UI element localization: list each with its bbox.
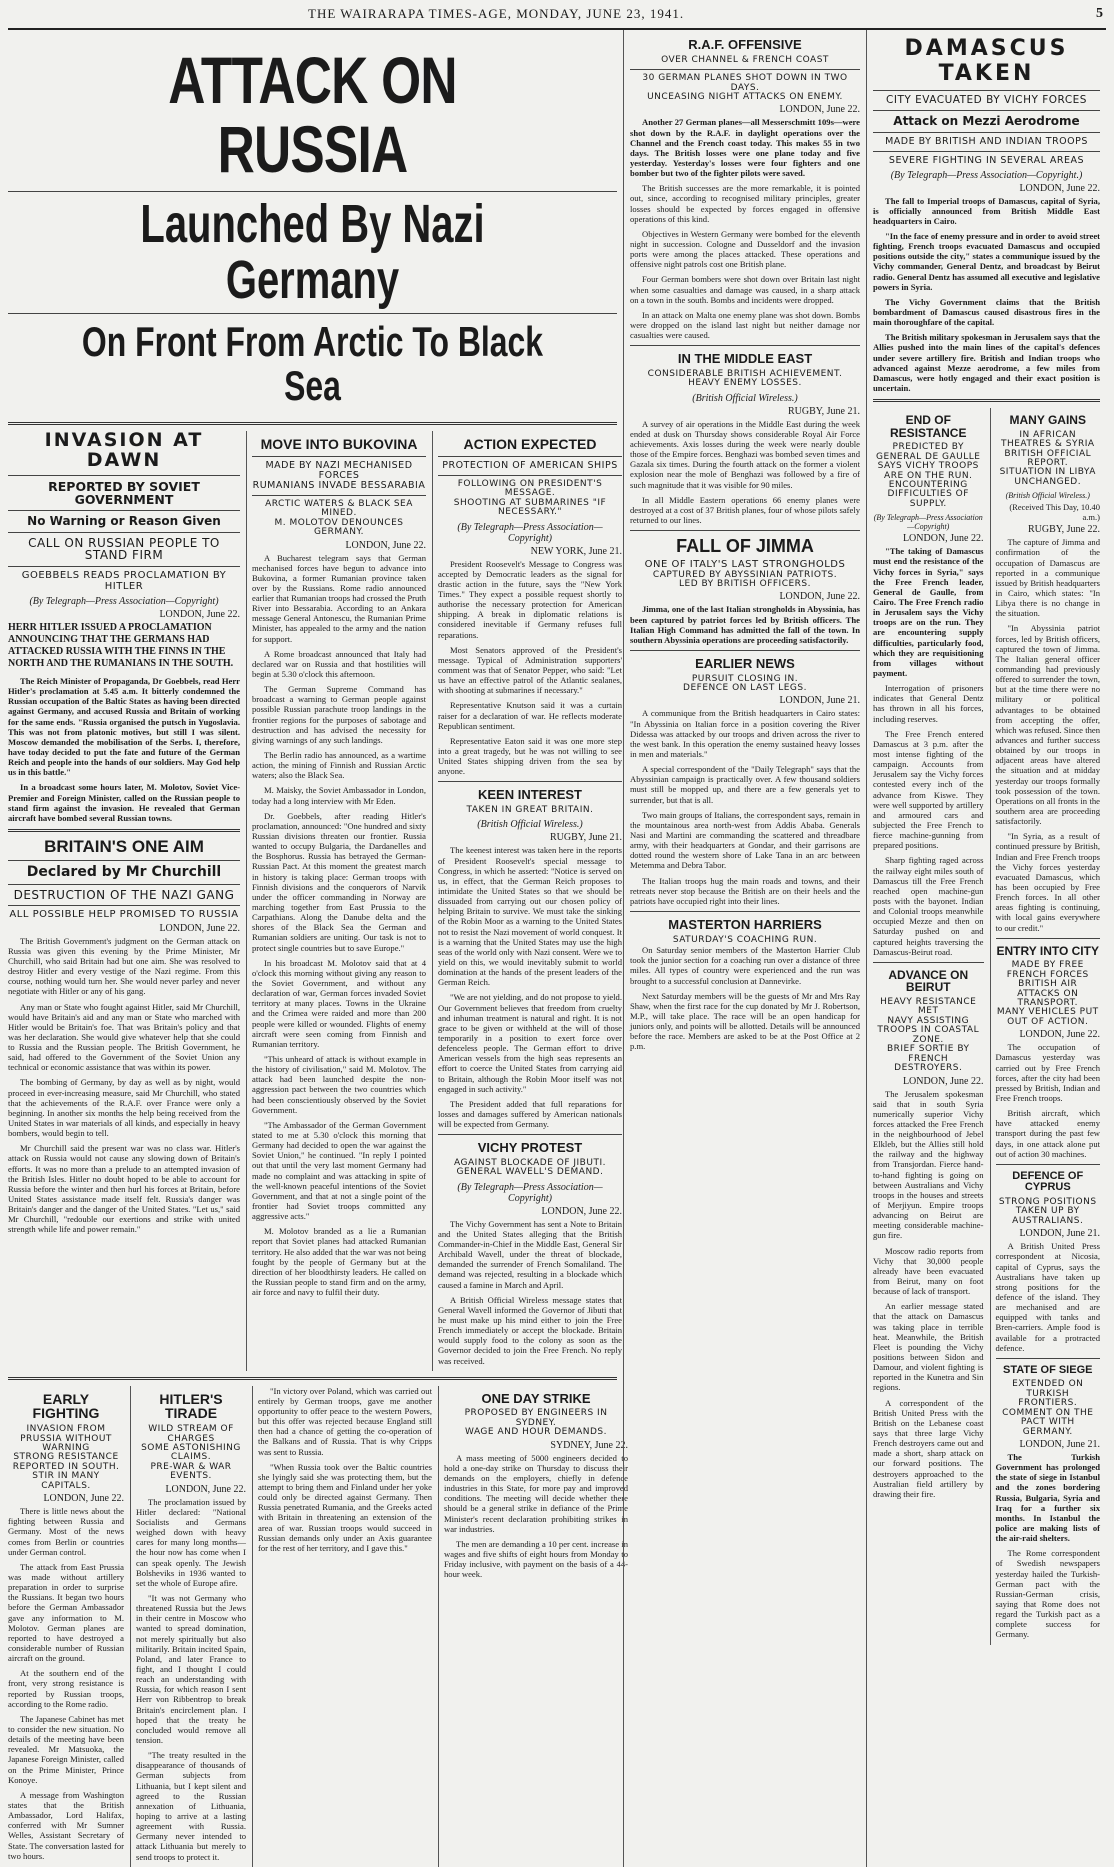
paragraph: The capture of Jimma and confirmation of the occupation of Damascus are reported in a communique issued by British headquarters in Cairo, which states: "In Libya there is no change in the situation. [995, 537, 1100, 619]
paragraph: The Free French entered Damascus at 3 p.m. after the most intense fighting of the campaign. Accounts from Jerusalem say the Vichy forces contested every inch of the advance from Kiswe. They were well supported by artillery and armoured cars and subjected the Free French to fierce machine-gunning from prepared positions. [873, 728, 984, 851]
subhead: RUMANIANS INVADE BESSARABIA [252, 479, 426, 491]
paragraph: The Vichy Government claims that the British bombardment of Damascus caused disastrous fires in the main thoroughfare of the capital. [873, 296, 1100, 328]
paragraph: The Vichy Government has sent a Note to Britain and the United States alleging that the British Commander-in-Chief in the Middle East, General Sir Archibald Wavell, under the threat of blockade, demanded the surrender of French Somaliland. The demand was rejected, resulting in a blockade which caused a famine in March and April. [438, 1218, 622, 1290]
paragraph: Next Saturday members will be the guests of Mr and Mrs Ray Shaw, when the first race for the cup donated by Mr J. Robertson, M.P., will take place. The race will be an open handicap for juniors only, and points will be allotted. Details will be announced before the race. Members are asked to be at the Post Office at 2 p.m. [630, 990, 860, 1052]
paragraph: In his broadcast M. Molotov said that at 4 o'clock this morning without giving any reason to the Soviet Government, and without any declaration of war, German forces invaded Soviet territory at many places. Towns in the Ukraine and the Crimea were raided and more than 200 people were killed or wounded. Flights of enemy aircraft were seen coming from Finnish and Rumanian territory. [252, 957, 426, 1049]
paragraph: The Japanese Cabinet has met to consider the new situation. No details of the meeting have been revealed. Mr Matsuoka, the Japanese Foreign Minister, called on the Prime Minister, Prince Konoye. [8, 1713, 124, 1785]
paragraph: A survey of air operations in the Middle East during the week ended at dusk on Thursday shows considerable Royal Air Force achievements. Axis losses during the week were nearly double those of the Empire forces. Benghazi was bombed seven times and Gazala six times. During the fourth attack on the former a violent explosion near the mole of Benghazi was followed by a fire of such magnitude that it was visible for 90 miles. [630, 418, 860, 490]
headline-end-of-resistance: END OF RESISTANCE [890, 413, 967, 440]
dateline: RUGBY, June 22. [1027, 524, 1100, 536]
subhead: HEAVY RESISTANCE MET [880, 997, 977, 1017]
paragraph: "The treaty resulted in the disappearance of thousands of German subjects from Lithuania, but I kept silent and agreed to the Russian annexation of Lithuania, hoping to arrive at a lasting agreement with Russia. Germany never intended to attack Lithuania but merely to send troops to protect it. [136, 1750, 246, 1862]
subhead: PREDICTED BY GENERAL DE GAULLE [876, 442, 981, 462]
subhead: STRONG POSITIONS TAKEN UP BY AUSTRALIANS. [998, 1196, 1097, 1226]
strike-article [438, 1386, 628, 1867]
subhead: M. MOLOTOV DENOUNCES GERMANY. [274, 517, 404, 538]
paragraph: The Rome correspondent of Swedish newspapers yesterday hailed the Turkish-German pact with the Russian-German crisis, saying that Rome does not regard the Turkish pact as a complete success for Germany. [995, 1548, 1100, 1640]
subhead-soviet-report: REPORTED BY SOVIET GOVERNMENT [48, 479, 200, 508]
paragraph: In a broadcast some hours later, M. Molotov, Soviet Vice-Premier and Foreign Minister, called on the Russian people to stand firm against the invasion. He revealed that German aircraft have bombed several Russian towns. [8, 782, 240, 823]
byline: (British Official Wireless.) [692, 392, 798, 404]
paragraph: A Bucharest telegram says that German mechanised forces have begun to advance into Bukovina, a former Rumanian province taken over by the Russians. Rome radio announced earlier that Rumanian troops had crossed the Pruth River into Bessarabia. According to an Ankara message General Antonescu, the Rumanian Prime Minister, has appealed to the army and the nation for support. [252, 552, 426, 644]
subhead: LED BY BRITISH OFFICERS. [679, 578, 811, 589]
early-fighting-article [8, 1386, 124, 1867]
headline-action-expected: ACTION EXPECTED [463, 436, 597, 453]
paragraph: Jimma, one of the last Italian strongholds in Abyssinia, has been captured by patriot forces led by British officers. The Italian High Command has admitted the fall of the town. In southern Abyssinia operations are proceeding satisfactorily. [630, 604, 860, 645]
headline-britains-one-aim: BRITAIN'S ONE AIM [44, 837, 204, 857]
dateline: LONDON, June 22. [165, 1483, 246, 1495]
paragraph: The Reich Minister of Propaganda, Dr Goebbels, read Herr Hitler's proclamation at 5.45 a.m. It bitterly condemned the Russian occupation of the Baltic States as having been directed against Germany, and accused Russia and Britain of working for the same ends. "Russia organised the putsch in Yugoslavia. This was not from platonic motives, but still I was silent. Moscow demanded the mobilisation of the Serbs. I, therefore, have today decided to put the fate and future of the German Reich and people into the hands of our soldiers. May God help us in this battle." [8, 676, 240, 778]
paragraph: A British United Press correspondent at Nicosia, capital of Cyprus, says the Australians have taken up strong positions for the defence of the island. They are mechanised and are equipped with tanks and Bren-carriers. Ample food is available for a protracted defence. [995, 1241, 1100, 1353]
right-column [866, 30, 1106, 1867]
lead-caps-paragraph: HERR HITLER ISSUED A PROCLAMATION ANNOUNCING THAT THE GERMANS HAD ATTACKED RUSSIA WITH THE FINNS IN THE NORTH AND THE RUMANIANS IN THE SOUTH. [8, 622, 234, 670]
subhead-churchill: Declared by Mr Churchill [26, 863, 222, 880]
resistance-article [873, 408, 984, 1644]
subhead: MADE BY FREE FRENCH FORCES [1006, 960, 1089, 980]
paragraph: A British Official Wireless message states that General Wavell informed the Governor of Jibuti that he must make up his mind either to join the Free French immediately or accept the blockade. Britain would supply food to the colony as soon as the Governor decided to join the Free French. No reply was received. [438, 1294, 622, 1366]
dateline: LONDON, June 22. [1019, 182, 1100, 194]
paragraph: "This unheard of attack is without example in the history of civilisation," said M. Molotov. The attack had been launched despite the non-aggression pact between the two countries which had been conscientiously observed by the Soviet Government. [252, 1053, 426, 1115]
dateline: LONDON, June 22. [902, 1075, 984, 1087]
subhead-help-russia: ALL POSSIBLE HELP PROMISED TO RUSSIA [9, 909, 239, 921]
headline-front-arctic-black-sea: On Front From Arctic To Black Sea [81, 317, 544, 410]
masthead [8, 0, 1106, 30]
paragraph: A message from Washington states that the British Ambassador, Lord Halifax, conferred with Mr Sumner Welles, Assistant Secretary of State. The conversation lasted for two hours. [8, 1789, 124, 1861]
dateline: LONDON, June 22. [902, 533, 984, 545]
paragraph: The German Supreme Command has broadcast a warning to German people against possible Russian parachute troop landings in the frontier regions for the purposes of sabotage and destruction and has advised the necessity for giving warnings of any such landings. [252, 684, 426, 745]
headline-earlier-news: EARLIER NEWS [695, 655, 795, 671]
byline: (By Telegraph—Press Association—Copyright) [457, 1181, 603, 1204]
subhead: GENERAL WAVELL'S DEMAND. [456, 1167, 604, 1178]
paragraph: A Rome broadcast announced that Italy had declared war on Russia and that hostilities will begin at 5.30 o'clock this afternoon. [252, 648, 426, 680]
paragraph: The Berlin radio has announced, as a wartime action, the mining of Finnish and Russian Arctic waters; also the Black Sea. [252, 750, 426, 781]
paragraph: "In the face of enemy pressure and in order to avoid street fighting, French troops evacuated Damascus and occupied positions outside the city," states a communique issued by the Vichy commander, General Dentz, and broadcast by Beirut radio. General Dentz has assumed all executive and legislative powers in Syria. [873, 230, 1101, 292]
paragraph: Most Senators approved of the President's message. Typical of Administration supporters' comment was that of Senator Pepper, who said: "Let us have an effective patrol of the Atlantic sealanes, with shooting at submarines if necessary." [438, 644, 622, 696]
paragraph: M. Maisky, the Soviet Ambassador in London, today had a long interview with Mr Eden. [252, 785, 426, 806]
headline-move-into-bukovina: MOVE INTO BUKOVINA [260, 436, 418, 453]
dateline: LONDON, June 21. [1019, 1438, 1100, 1450]
subhead: AGAINST BLOCKADE OF JIBUTI. [454, 1157, 606, 1168]
subhead: BRIEF SORTIE BY FRENCH DESTROYERS. [886, 1044, 970, 1074]
byline: (By Telegraph—Press Association—Copyright) [873, 513, 983, 532]
headline-state-of-siege: STATE OF SIEGE [1003, 1363, 1093, 1376]
dateline: LONDON, June 21. [779, 695, 860, 707]
dateline: LONDON, June 22. [159, 922, 240, 934]
subhead: BRITISH OFFICIAL REPORT. [1004, 448, 1092, 468]
dateline: NEW YORK, June 21. [530, 545, 622, 557]
hitler-tirade-article [130, 1386, 246, 1867]
subhead: IN AFRICAN THEATRES & SYRIA [1000, 429, 1095, 450]
headline-many-gains: MANY GAINS [1009, 413, 1086, 428]
paragraph: Interrogation of prisoners indicates that General Dentz has thrown in all his forces, including reserves. [873, 683, 984, 724]
dateline: RUGBY, June 21. [787, 405, 860, 417]
paragraph: A communique from the British headquarters in Cairo states: "In Abyssinia on Italian force in a position covering the River Didessa was attacked by our troops and driven across the river to the west bank. In this operation the enemy sustained heavy losses in men and materials." [630, 708, 860, 760]
subhead: EXTENDED ON TURKISH FRONTIERS. [1012, 1379, 1084, 1409]
subhead: Attack on Mezzi Aerodrome [893, 114, 1080, 129]
paragraph: A special correspondent of the "Daily Telegraph" says that the Abyssinian campaign is practically over. A few thousand soldiers must still be mopped up, and there are a few generals yet to surrender, but that is all. [630, 764, 860, 805]
paragraph: "In Abyssinia patriot forces, led by British officers, captured the town of Jimma. The Italian general officer commanding had previously offered to surrender the town, but at the time there were no military or political advantages to be obtained from accepting the offer, which was refused. Since then advances and further success obtained by our troops in adjacent areas have altered the situation and at midday yesterday our troops formally took possession of the town. Operations on all fronts in the southern area are proceeding satisfactorily. [995, 623, 1100, 827]
paragraph: Another 27 German planes—all Messerschmitt 109s—were shot down by the R.A.F. in daylight operations over the Channel and the French coast today. This makes 55 in two days. The British losses were one plane today and five yesterday. Yesterday's losses were four fighters and one bomber but two of the fighter pilots were saved. [630, 117, 860, 179]
subhead: WILD STREAM OF CHARGES [148, 1424, 234, 1444]
paragraph: "The taking of Damascus must end the resistance of the Vichy forces in Syria," says the Free French leader, General de Gaulle, from Cairo. The Free French radio in Jerusalem says the Vichy troops are on the run. They are encountering supply difficulties, particularly food, which they are requisitioning from villages without payment. [873, 546, 984, 679]
page-number: 5 [1096, 6, 1104, 21]
subhead: SAYS VICHY TROOPS ARE ON THE RUN. [877, 461, 979, 481]
subhead: CAPTURED BY ABYSSINIAN PATRIOTS. [652, 569, 838, 580]
subhead: PROPOSED BY ENGINEERS IN SYDNEY. [464, 1408, 608, 1428]
paragraph: Objectives in Western Germany were bombed for the eleventh night in succession. Cologne and Dusseldorf and the invasion ports were among the places attacked. These operations and offensive night patrols cost one British plane. [630, 228, 860, 270]
paragraph: "In victory over Poland, which was carried out entirely by German troops, gave me another opportunity to offer peace to the western Powers, but this offer was rejected because England still then had a chance of getting the co-operation of the Balkans and of Russia. That is why Cripps was sent to Russia. [258, 1385, 432, 1457]
paragraph: The proclamation issued by Hitler declared: "National Socialists and Germans weighed down with heavy cares for many long months—the hour now has come when I can speak openly. The Jewish Bolsheviks in 1936 wanted to set the whole of Europe afire. [136, 1496, 246, 1588]
invasion-article [8, 431, 240, 1371]
subhead: CITY EVACUATED BY VICHY FORCES [886, 94, 1087, 106]
subhead: COMMENT ON THE PACT WITH GERMANY. [1002, 1407, 1094, 1437]
bukovina-article [246, 431, 426, 1371]
paragraph: The men are demanding a 10 per cent. increase in wages and five shifts of eight hours from Monday to Friday inclusive, with payment on the basis of a 44-hour week. [444, 1538, 628, 1580]
headline-hitlers-tirade: HITLER'S TIRADE [159, 1390, 223, 1422]
paragraph: At the southern end of the front, very strong resistance is reported by Russian troops, according to the Rome radio. [8, 1668, 124, 1709]
headline-launched-by-nazi-germany: Launched By Nazi Germany [140, 193, 485, 311]
subhead: CONSIDERABLE BRITISH ACHIEVEMENT. [647, 368, 843, 379]
byline: (British Official Wireless.) [477, 819, 583, 831]
subhead: ENCOUNTERING DIFFICULTIES OF SUPPLY. [887, 480, 969, 509]
subhead: PROTECTION OF AMERICAN SHIPS [442, 459, 618, 471]
subhead: MANY VEHICLES PUT OUT OF ACTION. [996, 1007, 1099, 1027]
paragraph: Representative Eaton said it was one more step into a great tragedy, but he was not willing to see United States shipping driven from the sea by anyone. [438, 735, 622, 777]
subhead: INVASION FROM PRUSSIA WITHOUT WARNING [20, 1424, 112, 1453]
middle-column [623, 30, 866, 1867]
subhead: BRITISH AIR ATTACKS ON TRANSPORT. [1017, 979, 1079, 1008]
subhead: ONE OF ITALY'S LAST STRONGHOLDS [644, 559, 846, 571]
paragraph: The President added that full reparations for losses and damages suffered by American nationals will be expected from Germany. [438, 1098, 622, 1130]
subhead: MADE BY NAZI MECHANISED FORCES [265, 459, 413, 481]
dateline: LONDON, June 22. [345, 539, 426, 551]
paragraph: Four German bombers were shot down over Britain last night when some casualties and damage was caused, in a sharp attack on a town in the south. Bombs and incidents were dropped. [630, 274, 860, 305]
paragraph: On Saturday senior members of the Masterton Harrier Club took the junior section for a coaching run over a distance of three miles. All types of country were experienced and the run was brought to a successful conclusion at Dannevirke. [630, 945, 860, 986]
paragraph: In all Middle Eastern operations 66 enemy planes were destroyed at a cost of 37 British planes, four of whose pilots safely returned to our lines. [630, 494, 860, 525]
paragraph: Mr Churchill said the present war was no class war. Hitler's attack on Russia would not cause any slowing down of Britain's efforts. It was no more than a prelude to an attempted invasion of the British Isles. Hitler no doubt hoped to be able to account for Russia before the winter and then hurl his forces at Britain, before United States assistance made itself felt. Russia's danger was Britain's danger and the danger of the United States. "Let us," said Mr Churchill, "redouble our exertions and strike with united strength while life and power remain." [8, 1143, 240, 1235]
byline: (By Telegraph—Press Association—Copyright) [29, 596, 219, 608]
paragraph: The British successes are the more remarkable, it is pointed out, since, according to recognised military principles, greater losses should be expected by forces engaged in offensive operations of this kind. [630, 183, 860, 224]
paragraph: Two main groups of Italians, the correspondent says, remain in the mountainous area north-west from Addis Ababa. Generals Nasi and Martini are commanding the scattered and threadbare army, with their headquarters at Gondar, and their garrisons are dotted round the western shore of Lake Tana in an arc between Metemma and Debra Tabor. [630, 809, 860, 871]
headline-in-the-middle-east: IN THE MIDDLE EAST [677, 351, 813, 367]
dateline: LONDON, June 22. [159, 609, 240, 621]
paragraph: The British military spokesman in Jerusalem says that the Allies pushed into the main lines of the capital's defences under severe artillery fire. British and Indian troops who advanced against Mezze aerodrome, a few miles from Damascus, were hotly engaged and their exact position is uncertain. [873, 332, 1100, 393]
paragraph: The Turkish Government has prolonged the state of siege in Istanbul and the zones bordering Russia, Bulgaria, Syria and Iraq for a further six months. In Istanbul the police are making lists of the air-raid shelters. [995, 1451, 1100, 1544]
subhead: SATURDAY'S COACHING RUN. [672, 934, 818, 945]
subhead: HEAVY ENEMY LOSSES. [688, 378, 802, 389]
lead-column [8, 30, 628, 1867]
headline-advance-on-beirut: ADVANCE ON BEIRUT [888, 967, 969, 995]
paragraph: In an attack on Malta one enemy plane was shot down. Bombs were dropped on the island last night but neither damage nor casualties were caused. [630, 309, 860, 341]
subhead: FOLLOWING ON PRESIDENT'S MESSAGE. [457, 478, 603, 499]
subhead-call-russian-people: CALL ON RUSSIAN PEOPLE TO STAND FIRM [28, 535, 220, 563]
action-article [432, 431, 622, 1371]
paragraph: A correspondent of the British United Press with the British on the Lebanese coast says that three large Vichy French destroyers came out and made a short, sharp attack on our forward positions. The destroyers approached to the Australian field artillery by drawing their fire. [873, 1397, 984, 1499]
subhead-goebbels: GOEBBELS READS PROCLAMATION BY HITLER [21, 570, 227, 592]
paragraph: Moscow radio reports from Vichy that 30,000 people already have been evacuated from Beirut, many on foot because of lack of transport. [873, 1245, 984, 1297]
subhead: MADE BY BRITISH AND INDIAN TROOPS [885, 135, 1088, 147]
paragraph: The bombing of Germany, by day as well as by night, would proceed in ever-increasing measure, said Mr Churchill, who stated that the achievements of the R.A.F. over France were only a beginning. In another six months the help being received from the United States in war materials of all kinds, and especially in heavy bombers, would begin to tell. [8, 1077, 240, 1139]
paragraph: A mass meeting of 5000 engineers decided to hold a one-day strike on Thursday to discuss their demands on the employers, chiefly in defence industries in this State, for more pay and improved conditions. The meeting will decide whether there should be a general strike in defiance of the Prime Minister's recent declaration prohibiting strikes in war industries. [444, 1452, 628, 1534]
paragraph: The British Government's judgment on the German attack on Russia was given this evening by the Prime Minister, Mr Churchill, who said Britain had but one aim. She was resolved to destroy Hitler and every vestige of the Nazi regime. From this course, nothing would turn her. She would never parley and never negotiate with Hitler or any of his gang. [8, 935, 240, 997]
headline-attack-on-russia: ATTACK ON RUSSIA [168, 43, 457, 187]
dateline: SYDNEY, June 22. [550, 1439, 628, 1451]
dateline: LONDON, June 22. [779, 104, 860, 116]
headline-keen-interest: KEEN INTEREST [477, 787, 582, 803]
subhead: PURSUIT CLOSING IN. [691, 673, 799, 684]
subhead: DEFENCE ON LAST LEGS. [683, 683, 807, 694]
paragraph: The occupation of Damascus yesterday was carried out by Free French forces, after the city had been pressed by British, Indian and Free French troops. [995, 1042, 1100, 1103]
dateline: LONDON, June 22. [1019, 1029, 1100, 1041]
paragraph: The fall to Imperial troops of Damascus, capital of Syria, is officially announced from British Middle East headquarters in Cairo. [873, 195, 1100, 226]
paragraph: President Roosevelt's Message to Congress was accepted by Democratic leaders as the signal for drastic action in the future, says the "New York Times." They expect a possible request shortly to authorise the necessary protection for American shipping. A break in diplomatic relations is considered inevitable if Germany refuses full reparations. [438, 558, 622, 640]
paragraph: "It was not Germany who threatened Russia but the Jews in their centre in Moscow who wanted to spread domination, not merely spiritually but also militarily. Britain incited Spain, Poland, and later France to fight, and I thought I could reach an understanding with Russia, for which reason I sent Herr von Ribbentrop to break Britain's encirclement plan. I hoped that the treaty he concluded would remove all tension. [136, 1593, 246, 1745]
subhead: ARCTIC WATERS & BLACK SEA MINED. [265, 498, 413, 519]
subhead: PRE-WAR & WAR EVENTS. [150, 1461, 232, 1482]
subhead-nazi-gang: DESTRUCTION OF THE NAZI GANG [13, 887, 235, 902]
subhead: 30 GERMAN PLANES SHOT DOWN IN TWO DAYS. [642, 73, 848, 93]
subhead-no-warning: No Warning or Reason Given [27, 514, 221, 529]
paragraph: The attack from East Prussia was made without artillery preparation in order to surprise the Russians. It began two hours before the German Ambassador gave any information to M. Molotov. German planes are reported to have destroyed a considerable number of Russian aircraft on the ground. [8, 1561, 124, 1664]
dateline: (Received This Day, 10.40 a.m.) [1009, 502, 1100, 523]
gains-article [990, 408, 1101, 1644]
byline: (By Telegraph—Press Association—Copyright.) [890, 169, 1083, 181]
subhead: NAVY ASSISTING TROOPS IN COASTAL ZONE. [877, 1015, 980, 1045]
subhead: SHOOTING AT SUBMARINES "IF NECESSARY." [453, 497, 607, 518]
headline-masterton-harriers: MASTERTON HARRIERS [668, 917, 822, 932]
paragraph: "When Russia took over the Baltic countries she lyingly said she was protecting them, but the attempt to bring them and Finland under her yoke could only be directed against Germany. Then Russia penetrated Rumania, and the Greeks acted with Britain in threatening an extension of the area of war. Russian troops would succeed in Russian demands only under an Axis guarantee for the rest of her territory, and I gave this." [258, 1461, 432, 1553]
subhead: UNCEASING NIGHT ATTACKS ON ENEMY. [647, 91, 843, 102]
paragraph: Representative Knutson said it was a curtain raiser for a declaration of war. He reflects moderate Republican sentiment. [438, 700, 622, 731]
headline-invasion-at-dawn: INVASION AT DAWN [44, 429, 204, 472]
byline: (British Official Wireless.) [1005, 491, 1090, 501]
paragraph: "The Ambassador of the German Government stated to me at 5.30 o'clock this morning that Germany had decided to open the war against the Soviet Union," he continued. "In reply I pointed out that until the very last moment Germany had made no complaint and was attacking in spite of the well-known peaceful intentions of the Soviet Government, and that at not a single point of the frontier had Soviet troops committed any aggressive acts." [252, 1119, 426, 1222]
subhead: STRONG RESISTANCE REPORTED IN SOUTH. [12, 1452, 120, 1472]
dateline: LONDON, June 22. [541, 1205, 622, 1217]
byline: (By Telegraph—Press Association—Copyright) [457, 521, 603, 544]
headline-vichy-protest: VICHY PROTEST [477, 1140, 583, 1156]
paragraph: "In Syria, as a result of continued pressure by British, Indian and Free French troops the Vichy forces yesterday evacuated Damascus, which has been occupied by Free French forces. In all other areas fighting is continuing, with local gains everywhere to our credit." [995, 831, 1100, 933]
subhead: STIR IN MANY CAPITALS. [32, 1471, 100, 1491]
headline-raf-offensive: R.A.F. OFFENSIVE [688, 37, 802, 52]
paragraph: The keenest interest was taken here in the reports of President Roosevelt's special message to Congress, in which he asserted: "Notice is served on us, in effect, that the German Reich proposes to intimidate the United States so that we should be dissuaded from carrying out our chosen policy of helping Britain to survive. We must take the sinking of the Robin Moor as a warning to the United States not to resist the Nazi movement of world conquest. It is a warning that the United States may use the high seas of the world only with Nazi consent. Were we to yield on this, we would inevitably submit to world domination at the hands of the present leaders of the German Reich. [438, 845, 622, 988]
paragraph: Sharp fighting raged across the railway eight miles south of Damascus till the Free French reached open machine-gun posts with the bayonet. Indian and Colonial troops meanwhile occupied Mezze and then on Saturday pushed on and captured heights traversing the Damascus-Beirut road. [873, 855, 984, 957]
dateline: LONDON, June 22. [779, 591, 860, 603]
subhead: TAKEN IN GREAT BRITAIN. [466, 805, 594, 816]
paragraph: There is little news about the fighting between Russia and Germany. Most of the news comes from Berlin or countries under German control. [8, 1506, 124, 1557]
subhead: SOME ASTONISHING CLAIMS. [141, 1442, 241, 1463]
paragraph: The Italian troops hug the main roads and towns, and their retreats never stop because the British are on their heels and the patriots have occupied right into their lines. [630, 875, 860, 906]
paragraph: An earlier message stated that the attack on Damascus was taking place in terrible heat. Meanwhile, the British Fleet is pounding the Vichy positions between Sidon and Damour, and violent fighting is reported in the Kunetra and Sin regions. [873, 1301, 984, 1393]
headline-entry-into-city: ENTRY INTO CITY [996, 943, 1099, 958]
paragraph: Dr. Goebbels, after reading Hitler's proclamation, announced: "One hundred and sixty Russian divisions threaten our frontier. Russia wanted to occupy Bulgaria, the Dardanelles and the Bosphorus. Russia has betrayed the German-Russian Pact. At this moment the greatest march in history is taking place: German troops with Finnish divisions and the conquerors of Narvik under the officer commanding in Norway are marching together from East Prussia to the Carpathians. Along the Danube delta and the shores of the Black Sea the German and Rumanian soldiers are uniting. Our task is not to protect single countries but to save Europe." [252, 810, 426, 953]
paragraph: The Jerusalem spokesman said that in south Syria numerically superior Vichy forces attacked the Free French in the neighbourhood of Jebel Elkleb, but the Allies still hold the railway and the highway from Transjordan. Fierce hand-to-hand fighting is going on between Australians and Vichy troops in the houses and streets of Merjiyun. Empire troops advancing on Beirut are meeting considerable machine-gun fire. [873, 1088, 984, 1241]
subhead: SEVERE FIGHTING IN SEVERAL AREAS [888, 154, 1085, 166]
headline-damascus-taken: DAMASCUS TAKEN [904, 36, 1069, 86]
subhead: WAGE AND HOUR DEMANDS. [465, 1427, 607, 1438]
headline-one-day-strike: ONE DAY STRIKE [481, 1390, 591, 1406]
headline-defence-of-cyprus: DEFENCE OF CYPRUS [1012, 1169, 1084, 1194]
dateline: LONDON, June 21. [1019, 1228, 1100, 1240]
subhead: SITUATION IN LIBYA UNCHANGED. [999, 467, 1096, 487]
paragraph: M. Molotov branded as a lie a Rumanian report that Soviet planes had attacked Rumanian territory. He also added that the war was not being fought by the people of Germany but at the direction of her bloodthirsty leaders. He called on the Russian people to stand firm and on the army, air force and navy to fulfil their duty. [252, 1226, 426, 1298]
headline-early-fighting: EARLY FIGHTING [32, 1390, 100, 1422]
paragraph: Any man or State who fought against Hitler, said Mr Churchill, would have Britain's aid and any man or State who marched with Hitler would be Britain's foe. That was Britain's policy and that was her declaration. She would give whatever help that she could to Russia and the Russian people. The British Government, he said, had offered to the Government of the Soviet Union any technical or economic assistance that was within its power. [8, 1001, 240, 1073]
masthead-title: THE WAIRARAPA TIMES-AGE, MONDAY, JUNE 23, 1941. [308, 6, 685, 21]
dateline: RUGBY, June 21. [549, 832, 622, 844]
dateline: LONDON, June 22. [43, 1493, 124, 1505]
subhead: OVER CHANNEL & FRENCH COAST [661, 54, 829, 65]
headline-fall-of-jimma: FALL OF JIMMA [676, 536, 814, 557]
paragraph: "We are not yielding, and do not propose to yield. Our Government believes that freedom from cruelty and inhuman treatment is natural and right. It is not grace to be given or withheld at the will of those temporarily in a position to exert force over defenceless people. The German effort to drive American vessels from the high seas represents an effort to coerce the United States from carrying aid to Britain, although the Robin Moor itself was not engaged in such activity." [438, 992, 622, 1094]
paragraph: British aircraft, which have attacked enemy transport during the past few days, in one attack alone put out of action 30 machines. [995, 1108, 1100, 1159]
hitler-tirade-continued [252, 1386, 432, 1867]
